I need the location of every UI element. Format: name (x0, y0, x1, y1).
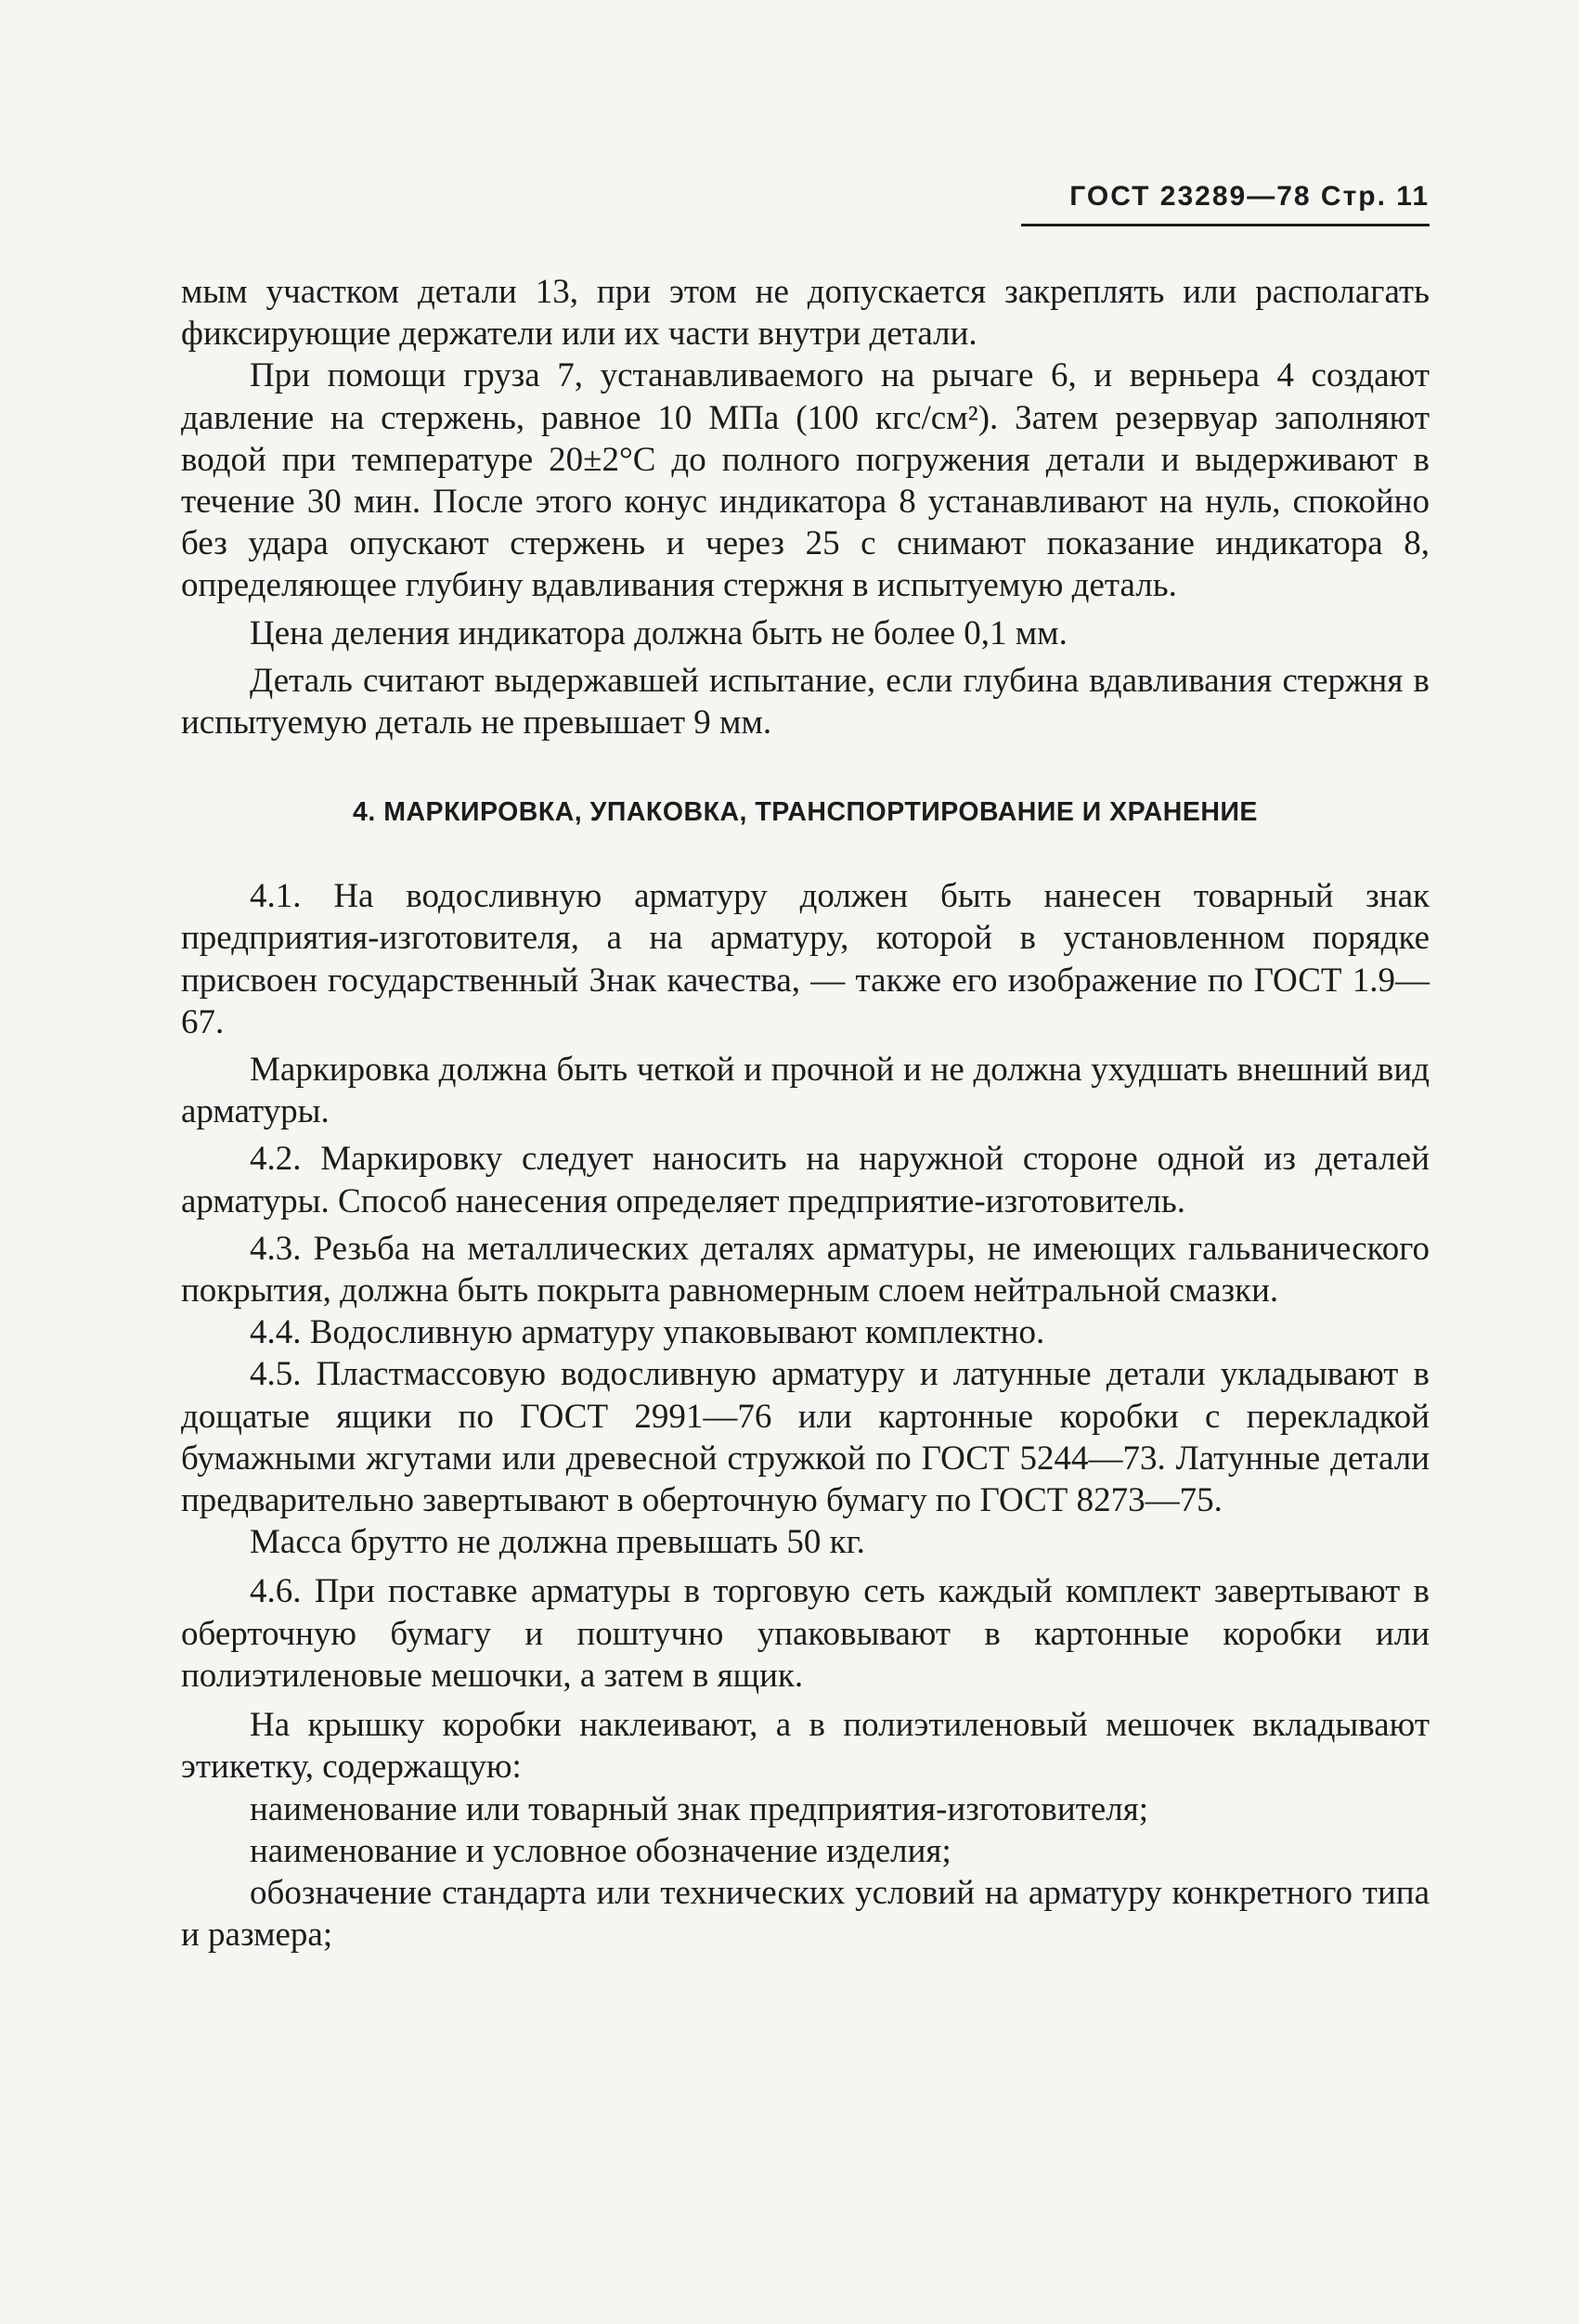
paragraph-continuation: мым участком детали 13, при этом не допускается закреплять или располагать фиксирующие держатели или их части внутри детали. (181, 273, 1430, 354)
list-item-product-name: наименование и условное обозначение изделия; (250, 1831, 951, 1870)
paragraph-test-criterion: Деталь считают выдержавшей испытание, если глубина вдавливания стержня в испытуемую деталь не превышает 9 мм. (181, 661, 1430, 742)
header-rule (1021, 224, 1430, 226)
section-heading: 4. МАРКИРОВКА, УПАКОВКА, ТРАНСПОРТИРОВАНИЕ И ХРАНЕНИЕ (353, 797, 1258, 828)
paragraph-4-1: 4.1. На водосливную арматуру должен быть нанесен товарный знак предприятия-изготовителя, а на арматуру, которой в установленном порядке присвоен государственный Знак качества, — также его изображение по ГОСТ 1.9—67. (181, 877, 1430, 1041)
list-item-manufacturer: наименование или товарный знак предприятия-изготовителя; (250, 1789, 1148, 1828)
running-header (1021, 181, 1430, 226)
page-header-text: ГОСТ 23289—78 Стр. 11 (1069, 181, 1430, 212)
paragraph-4-3: 4.3. Резьба на металлических деталях арматуры, не имеющих гальванического покрытия, должна быть покрыта равномерным слоем нейтральной смазки. (181, 1229, 1430, 1310)
paragraph-4-6: 4.6. При поставке арматуры в торговую сеть каждый комплект завертывают в оберточную бумагу и поштучно упаковывают в картонные коробки или полиэтиленовые мешочки, а затем в ящик. (181, 1572, 1430, 1695)
paragraph-weight-procedure: При помощи груза 7, устанавливаемого на рычаге 6, и верньера 4 создают давление на стержень, равное 10 МПа (100 кгс/см²). Затем резервуар заполняют водой при температуре 20±2°С до полного погружения детали и выдерживают в течение 30 мин. После этого конус индикатора 8 устанавливают на нуль, спокойно без удара опускают стержень и через 25 с снимают показание индикатора 8, определяющее глубину вдавливания стержня в испытуемую деталь. (181, 356, 1430, 605)
page-body (181, 271, 1430, 1956)
paragraph-label-intro: На крышку коробки наклеивают, а в полиэтиленовый мешочек вкладывают этикетку, содержащую: (181, 1706, 1430, 1787)
paragraph-marking-quality: Маркировка должна быть четкой и прочной и не должна ухудшать внешний вид арматуры. (181, 1051, 1430, 1131)
paragraph-4-5: 4.5. Пластмассовую водосливную арматуру и латунные детали укладывают в дощатые ящики по ГОСТ 2991—76 или картонные коробки с перекладкой бумажными жгутами или древесной стружкой по ГОСТ 5244—73. Латунные детали предварительно завертывают в оберточную бумагу по ГОСТ 8273—75. (181, 1355, 1430, 1520)
paragraph-gross-mass: Масса брутто не должна превышать 50 кг. (250, 1523, 865, 1562)
paragraph-indicator-division: Цена деления индикатора должна быть не более 0,1 мм. (250, 613, 1068, 652)
paragraph-4-4: 4.4. Водосливную арматуру упаковывают комплектно. (250, 1313, 1045, 1352)
list-item-standard: обозначение стандарта или технических условий на арматуру конкретного типа и размера; (181, 1873, 1430, 1955)
paragraph-4-2: 4.2. Маркировку следует наносить на наружной стороне одной из деталей арматуры. Способ нанесения определяет предприятие-изготовитель. (181, 1140, 1430, 1220)
